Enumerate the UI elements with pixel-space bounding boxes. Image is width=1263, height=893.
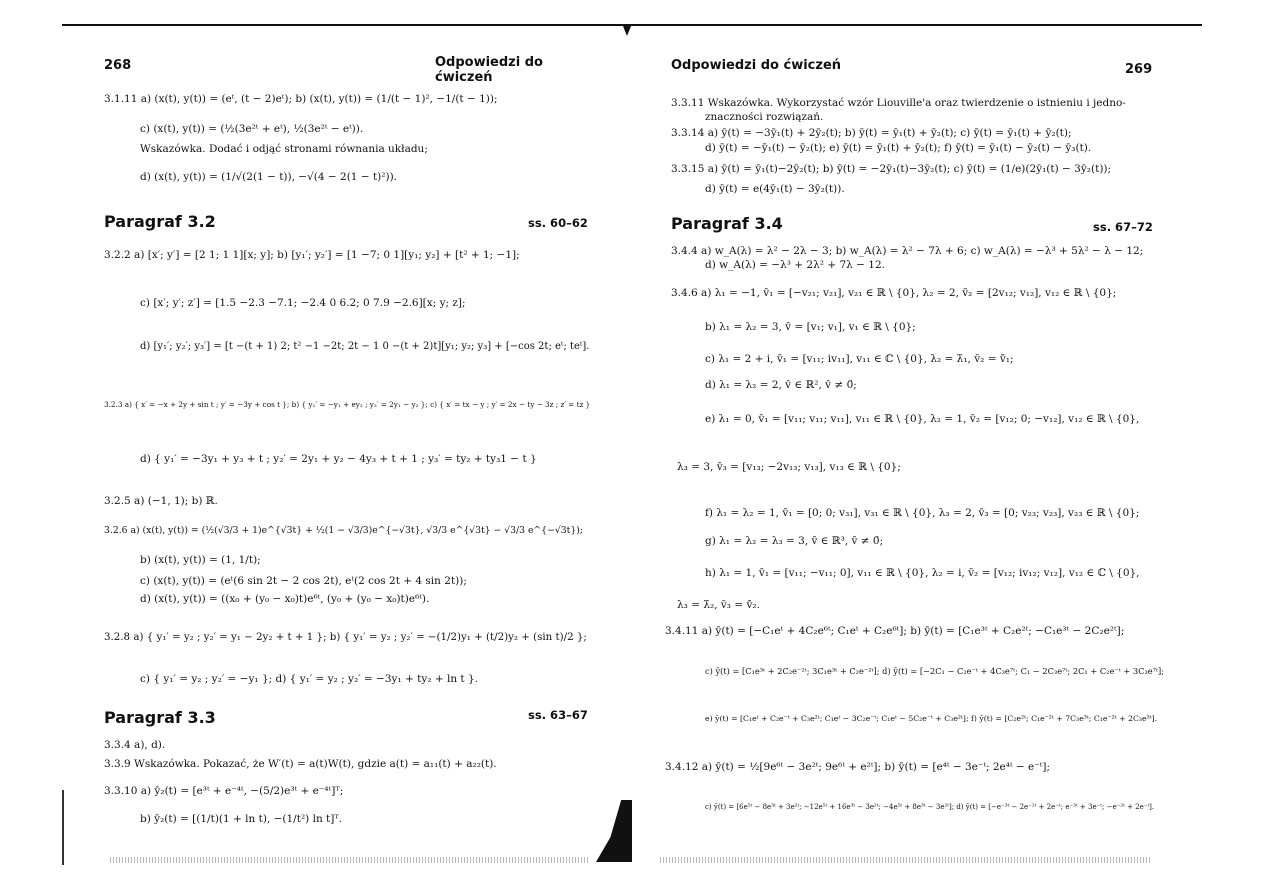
section-pages: ss. 60–62 [528,216,588,230]
section-title: Paragraf 3.4 [671,214,783,233]
answer-line: 3.3.14 a) ȳ(t) = −3ȳ₁(t) + 2ȳ₂(t); b) ȳ(t) = ȳ₁(t) + ȳ₂(t); c) ȳ(t) = ȳ₁(t) + ȳ₂(t); [671,127,1072,139]
answer-line: g) λ₁ = λ₂ = λ₃ = 3, v̄ ∈ ℝ³, v̄ ≠ 0̄; [705,535,884,547]
answer-line: 3.2.5 a) (−1, 1); b) ℝ. [104,495,218,507]
answer-line: znaczności rozwiązań. [705,111,824,123]
answer-line: e) λ₁ = 0, v̄₁ = [v₁₁; v₁₁; v₁₁], v₁₁ ∈ ℝ \ {0}, λ₂ = 1, v̄₂ = [v₁₂; 0; −v₁₂], v₁₂ ∈ ℝ \ {0}, [705,413,1140,425]
page-number: 268 [104,58,132,73]
answer-line: 3.2.8 a) { y₁′ = y₂ ; y₂′ = y₁ − 2y₂ + t + 1 }; b) { y₁′ = y₂ ; y₂′ = −(1/2)y₁ + (t/2)y₂ + (sin t)/2 }; [104,631,587,643]
answer-line: 3.3.4 a), d). [104,739,166,751]
running-header: Odpowiedzi do ćwiczeń [435,55,543,85]
left-page [100,0,590,893]
binding-shadow [596,800,632,862]
answer-line: d) { y₁′ = −3y₁ + y₃ + t ; y₂′ = 2y₁ + y₂ − 4y₃ + t + 1 ; y₃′ = ty₂ + ty₃1 − t } [140,453,537,465]
answer-line: d) ȳ(t) = −ȳ₁(t) − ȳ₂(t); e) ȳ(t) = ȳ₁(t) + ȳ₂(t); f) ȳ(t) = ȳ₁(t) − ȳ₂(t) − ȳ₃(t). [705,142,1092,154]
scan-noise [110,857,590,863]
answer-line: f) λ₁ = λ₂ = 1, v̄₁ = [0; 0; v₃₁], v₃₁ ∈ ℝ \ {0}, λ₃ = 2, v̄₃ = [0; v₂₃; v₂₃], v₂₃ ∈ ℝ \ {0}; [705,507,1140,519]
answer-line: 3.3.11 Wskazówka. Wykorzystać wzór Liouville'a oraz twierdzenie o istnieniu i jedno- [671,97,1126,109]
answer-line: λ₃ = 3, v̄₃ = [v₁₃; −2v₁₃; v₁₃], v₁₃ ∈ ℝ \ {0}; [677,461,901,473]
answer-line: 3.3.10 a) ȳ₂(t) = [e³ᵗ + e⁻⁴ᵗ, −(5/2)e³ᵗ + e⁻⁴ᵗ]ᵀ; [104,785,344,797]
page-number: 269 [1125,62,1153,77]
answer-line: c) (x(t), y(t)) = (eᵗ(6 sin 2t − 2 cos 2t), eᵗ(2 cos 2t + 4 sin 2t)); [140,575,467,587]
answer-line: 3.3.9 Wskazówka. Pokazać, że W′(t) = a(t)W(t), gdzie a(t) = a₁₁(t) + a₂₂(t). [104,758,497,770]
binding-notch [623,26,631,36]
answer-line: d) w_A(λ) = −λ³ + 2λ² + 7λ − 12. [705,259,885,271]
section-title: Paragraf 3.2 [104,212,216,231]
answer-line: c) [x′; y′; z′] = [1.5 −2.3 −7.1; −2.4 0 6.2; 0 7.9 −2.6][x; y; z]; [140,297,466,309]
section-pages: ss. 63–67 [528,708,588,722]
answer-line: c) ȳ(t) = [6e⁵ᵗ − 8e³ᵗ + 3e²ᵗ; −12e⁵ᵗ + 16e³ᵗ − 3e²ᵗ; −4e⁵ᵗ + 8e³ᵗ − 3e²ᵗ]; d) ȳ(t) = [−e⁻³ᵗ − 2e⁻²ᵗ + 2e⁻ᵗ; e⁻³ᵗ + 3e⁻ᵗ; −e⁻²ᵗ + 2e⁻ᵗ]. [705,803,1155,811]
answer-line: 3.4.6 a) λ₁ = −1, v̄₁ = [−v₂₁; v₂₁], v₂₁ ∈ ℝ \ {0}, λ₂ = 2, v̄₂ = [2v₁₂; v₁₂], v₁₂ ∈ ℝ \ {0}; [671,287,1117,299]
answer-line: b) λ₁ = λ₂ = 3, v̄ = [v₁; v₁], v₁ ∈ ℝ \ {0}; [705,321,916,333]
answer-line: b) (x(t), y(t)) = (1, 1/t); [140,554,261,566]
answer-line: c) λ₁ = 2 + i, v̄₁ = [v₁₁; iv₁₁], v₁₁ ∈ ℂ \ {0}, λ₂ = λ̄₁, v̄₂ = v̄̄₁; [705,353,1014,365]
answer-line: Wskazówka. Dodać i odjąć stronami równania układu; [140,143,428,155]
answer-line: 3.4.4 a) w_A(λ) = λ² − 2λ − 3; b) w_A(λ) = λ² − 7λ + 6; c) w_A(λ) = −λ³ + 5λ² − λ − 12; [671,245,1144,257]
scan-noise [660,857,1150,863]
answer-line: c) ȳ(t) = [C₁e³ᵗ + 2C₂e⁻²ᵗ; 3C₁e³ᵗ + C₂e⁻²ᵗ]; d) ȳ(t) = [−2C₁ − C₂e⁻ᵗ + 4C₃e⁷ᵗ; C₁ − 2C₃e⁷ᵗ; 2C₁ + C₂e⁻ᵗ + 3C₃e⁷ᵗ]; [705,666,1164,676]
answer-line: d) ȳ(t) = e(4ȳ₁(t) − 3ȳ₂(t)). [705,183,845,195]
answer-line: 3.4.11 a) ȳ(t) = [−C₁eᵗ + 4C₂e⁶ᵗ; C₁eᵗ + C₂e⁶ᵗ]; b) ȳ(t) = [C₁e³ᵗ + C₂e²ᵗ; −C₁e³ᵗ − 2C₂e²ᵗ]; [665,625,1125,637]
section-pages: ss. 67–72 [1093,220,1153,234]
answer-line: 3.4.12 a) ȳ(t) = ½[9e⁶ᵗ − 3e²ᵗ; 9e⁶ᵗ + e²ᵗ]; b) ȳ(t) = [e⁴ᵗ − 3e⁻ᵗ; 2e⁴ᵗ − e⁻ᵗ]; [665,761,1051,773]
answer-line: 3.2.6 a) (x(t), y(t)) = (½(√3/3 + 1)e^{√3t} + ½(1 − √3/3)e^{−√3t}, √3/3 e^{√3t} − √3/3 e^{−√3t}); [104,525,583,536]
answer-line: b) ȳ₂(t) = [(1/t)(1 + ln t), −(1/t²) ln t]ᵀ. [140,813,343,825]
answer-line: d) λ₁ = λ₂ = 2, v̄ ∈ ℝ², v̄ ≠ 0̄; [705,379,857,391]
page-edge-shadow [62,790,64,865]
answer-line: d) [y₁′; y₂′; y₃′] = [t −(t + 1) 2; t² −1 −2t; 2t − 1 0 −(t + 2)t][y₁; y₂; y₃] + [−cos 2t; eᵗ; teᵗ]. [140,341,590,352]
answer-line: h) λ₁ = 1, v̄₁ = [v₁₁; −v₁₁; 0], v₁₁ ∈ ℝ \ {0}, λ₂ = i, v̄₂ = [v₁₂; iv₁₂; v₁₂], v₁₂ ∈ ℂ \ {0}, [705,567,1140,579]
right-page [665,0,1165,893]
answer-line: 3.3.15 a) ȳ(t) = ȳ₁(t)−2ȳ₂(t); b) ȳ(t) = −2ȳ₁(t)−3ȳ₂(t); c) ȳ(t) = (1/e)(2ȳ₁(t) − 3ȳ₂(t)); [671,163,1112,175]
answer-line: c) { y₁′ = y₂ ; y₂′ = −y₁ }; d) { y₁′ = y₂ ; y₂′ = −3y₁ + ty₂ + ln t }. [140,673,478,685]
answer-line: d) (x(t), y(t)) = ((x₀ + (y₀ − x₀)t)e⁶ᵗ, (y₀ + (y₀ − x₀)t)e⁶ᵗ). [140,593,430,605]
answer-line: c) (x(t), y(t)) = (½(3e²ᵗ + eᵗ), ½(3e²ᵗ − eᵗ)). [140,123,364,135]
section-title: Paragraf 3.3 [104,708,216,727]
answer-line: 3.2.3 a) { x′ = −x + 2y + sin t ; y′ = −3y + cos t }; b) { y₁′ = −y₁ + ey₂ ; y₂′ = 2y₁ − y₂ }; c) { x′ = tx − y ; y′ = 2x − ty − 3z ; z′ = tz } [104,400,591,409]
running-header: Odpowiedzi do ćwiczeń [671,58,842,73]
answer-line: λ₃ = λ̄₂, v̄₃ = v̄̄₂. [677,599,760,611]
answer-line: e) ȳ(t) = [C₁eᵗ + C₂e⁻ᵗ + C₃e²ᵗ; C₁eᵗ − 3C₂e⁻ᵗ; C₁eᵗ − 5C₂e⁻ᵗ + C₃e²ᵗ]; f) ȳ(t) = [C₂e²ᵗ; C₁e⁻²ᵗ + 7C₃e³ᵗ; C₁e⁻²ᵗ + 2C₃e³ᵗ]. [705,714,1158,723]
answer-line: 3.2.2 a) [x′; y′] = [2 1; 1 1][x; y]; b) [y₁′; y₂′] = [1 −7; 0 1][y₁; y₂] + [t² + 1; −1]; [104,249,520,261]
answer-line: d) (x(t), y(t)) = (1/√(2(1 − t)), −√(4 − 2(1 − t)²)). [140,171,398,183]
answer-line: 3.1.11 a) (x(t), y(t)) = (eᵗ, (t − 2)eᵗ); b) (x(t), y(t)) = (1/(t − 1)², −1/(t − 1)); [104,93,498,105]
